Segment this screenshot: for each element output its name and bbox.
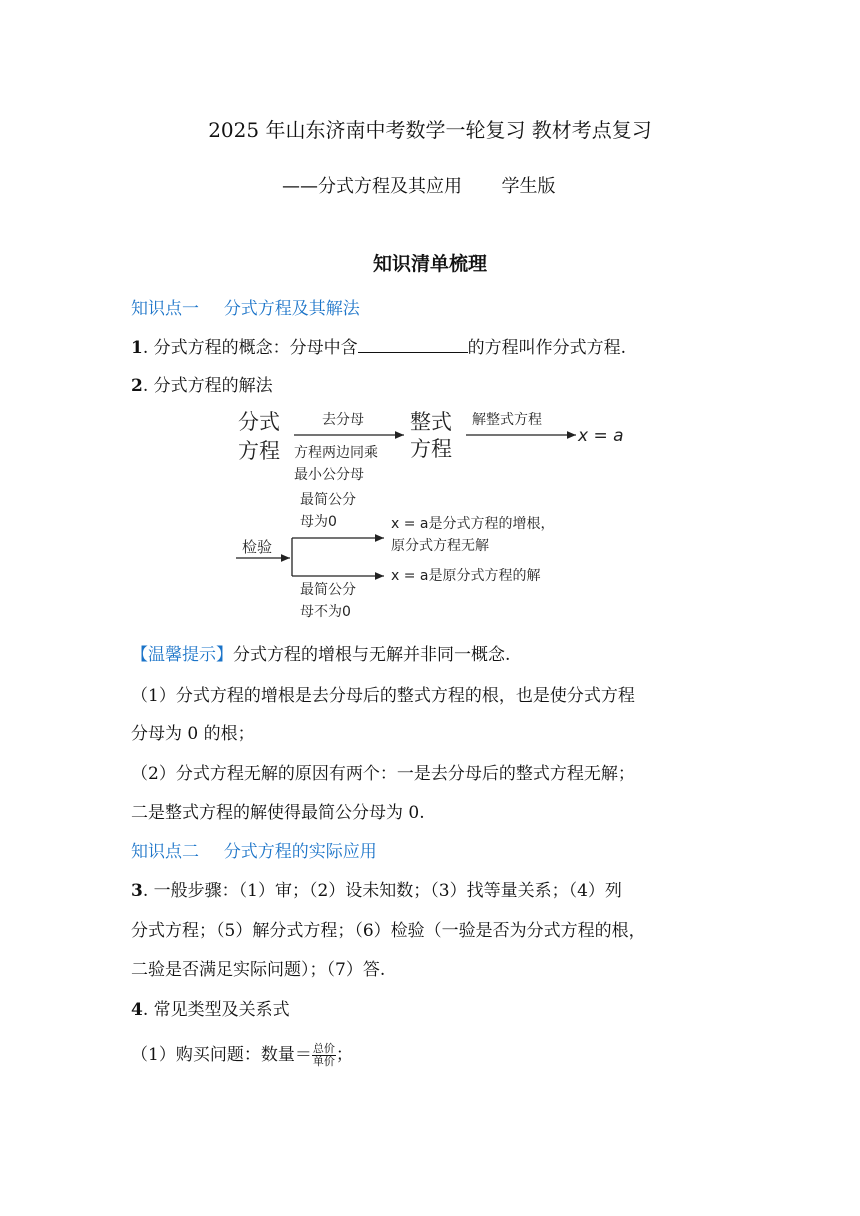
branch1-result-2: 原分式方程无解 xyxy=(391,538,489,554)
box1-line2: 方程 xyxy=(238,439,280,463)
fraction-denominator: 单价 xyxy=(312,1055,335,1068)
fill-blank[interactable] xyxy=(358,338,468,353)
kp1-label: 知识点一 xyxy=(131,299,199,319)
result-x-equals-a: x = a xyxy=(578,426,624,446)
arrow2-top-label: 解整式方程 xyxy=(472,412,542,428)
branch1-condition-2: 母为0 xyxy=(300,514,337,530)
check-label: 检验 xyxy=(242,538,273,556)
kp2-title: 分式方程的实际应用 xyxy=(223,842,377,862)
subtitle-version: 学生版 xyxy=(501,176,556,197)
item-4-sub-1-suffix: ； xyxy=(335,1045,353,1065)
item-3-line-1 xyxy=(131,876,622,901)
branch2-condition-2: 母不为0 xyxy=(300,604,351,620)
item-4-text: . 常见类型及关系式 xyxy=(142,1000,290,1020)
arrow1-bottom-label-1: 方程两边同乘 xyxy=(294,445,378,461)
subtitle-topic: ——分式方程及其应用 xyxy=(282,176,462,197)
fraction-numerator: 总价 xyxy=(312,1042,335,1055)
box1-line1: 分式 xyxy=(238,410,280,434)
branch1-condition-1: 最简公分 xyxy=(300,492,356,508)
item-2-text: . 分式方程的解法 xyxy=(142,376,273,396)
arrow1-bottom-label-2: 最小公分母 xyxy=(294,467,364,483)
tip-point-1-line-2: 分母为 0 的根； xyxy=(131,724,255,744)
item-3-line-2: 分式方程；（5）解分式方程；（6）检验（一验是否为分式方程的根， xyxy=(131,921,646,941)
tip-line xyxy=(131,640,510,665)
tip-point-1-line-1: （1）分式方程的增根是去分母后的整式方程的根，也是使分式方程 xyxy=(131,686,635,706)
box2-line2: 方程 xyxy=(410,437,452,461)
branch2-condition-1: 最简公分 xyxy=(300,582,356,598)
item-4 xyxy=(131,995,290,1020)
branch1-result-1: x = a是分式方程的增根， xyxy=(391,516,555,532)
arrow1-top-label: 去分母 xyxy=(322,412,364,428)
page-subtitle xyxy=(282,172,555,198)
item-3-line-3: 二验是否满足实际问题）；（7）答. xyxy=(131,960,386,980)
tip-point-2-line-2: 二是整式方程的解使得最简公分母为 0. xyxy=(131,803,425,823)
knowledge-point-2-heading xyxy=(131,837,377,862)
solution-flow-diagram xyxy=(228,404,648,628)
item-2-number: 2 xyxy=(131,376,143,396)
fraction-total-over-unit-price xyxy=(312,1043,336,1068)
branch2-result: x = a是原分式方程的解 xyxy=(391,568,541,584)
item-1-prefix: . 分式方程的概念：分母中含 xyxy=(142,338,358,358)
item-4-sub-1 xyxy=(131,1040,353,1068)
page-title: 2025 年山东济南中考数学一轮复习 教材考点复习 xyxy=(208,118,652,142)
section-title: 知识清单梳理 xyxy=(372,253,487,275)
box2-line1: 整式 xyxy=(410,410,452,434)
kp1-title: 分式方程及其解法 xyxy=(223,299,360,319)
item-1 xyxy=(131,333,626,358)
kp2-label: 知识点二 xyxy=(131,842,199,862)
item-2 xyxy=(131,371,273,396)
tip-point-2-line-1: （2）分式方程无解的原因有两个：一是去分母后的整式方程无解； xyxy=(131,764,635,784)
item-3-number: 3 xyxy=(131,881,143,901)
tip-text: 分式方程的增根与无解并非同一概念. xyxy=(233,645,511,665)
item-4-number: 4 xyxy=(131,1000,143,1020)
item-1-number: 1 xyxy=(131,338,143,358)
knowledge-point-1-heading xyxy=(131,294,360,319)
item-3-text-1: . 一般步骤：（1）审；（2）设未知数；（3）找等量关系；（4）列 xyxy=(142,881,622,901)
item-4-sub-1-prefix: （1）购买问题：数量＝ xyxy=(131,1045,312,1065)
tip-label: 【温馨提示】 xyxy=(131,645,233,665)
item-1-suffix: 的方程叫作分式方程. xyxy=(467,338,627,358)
